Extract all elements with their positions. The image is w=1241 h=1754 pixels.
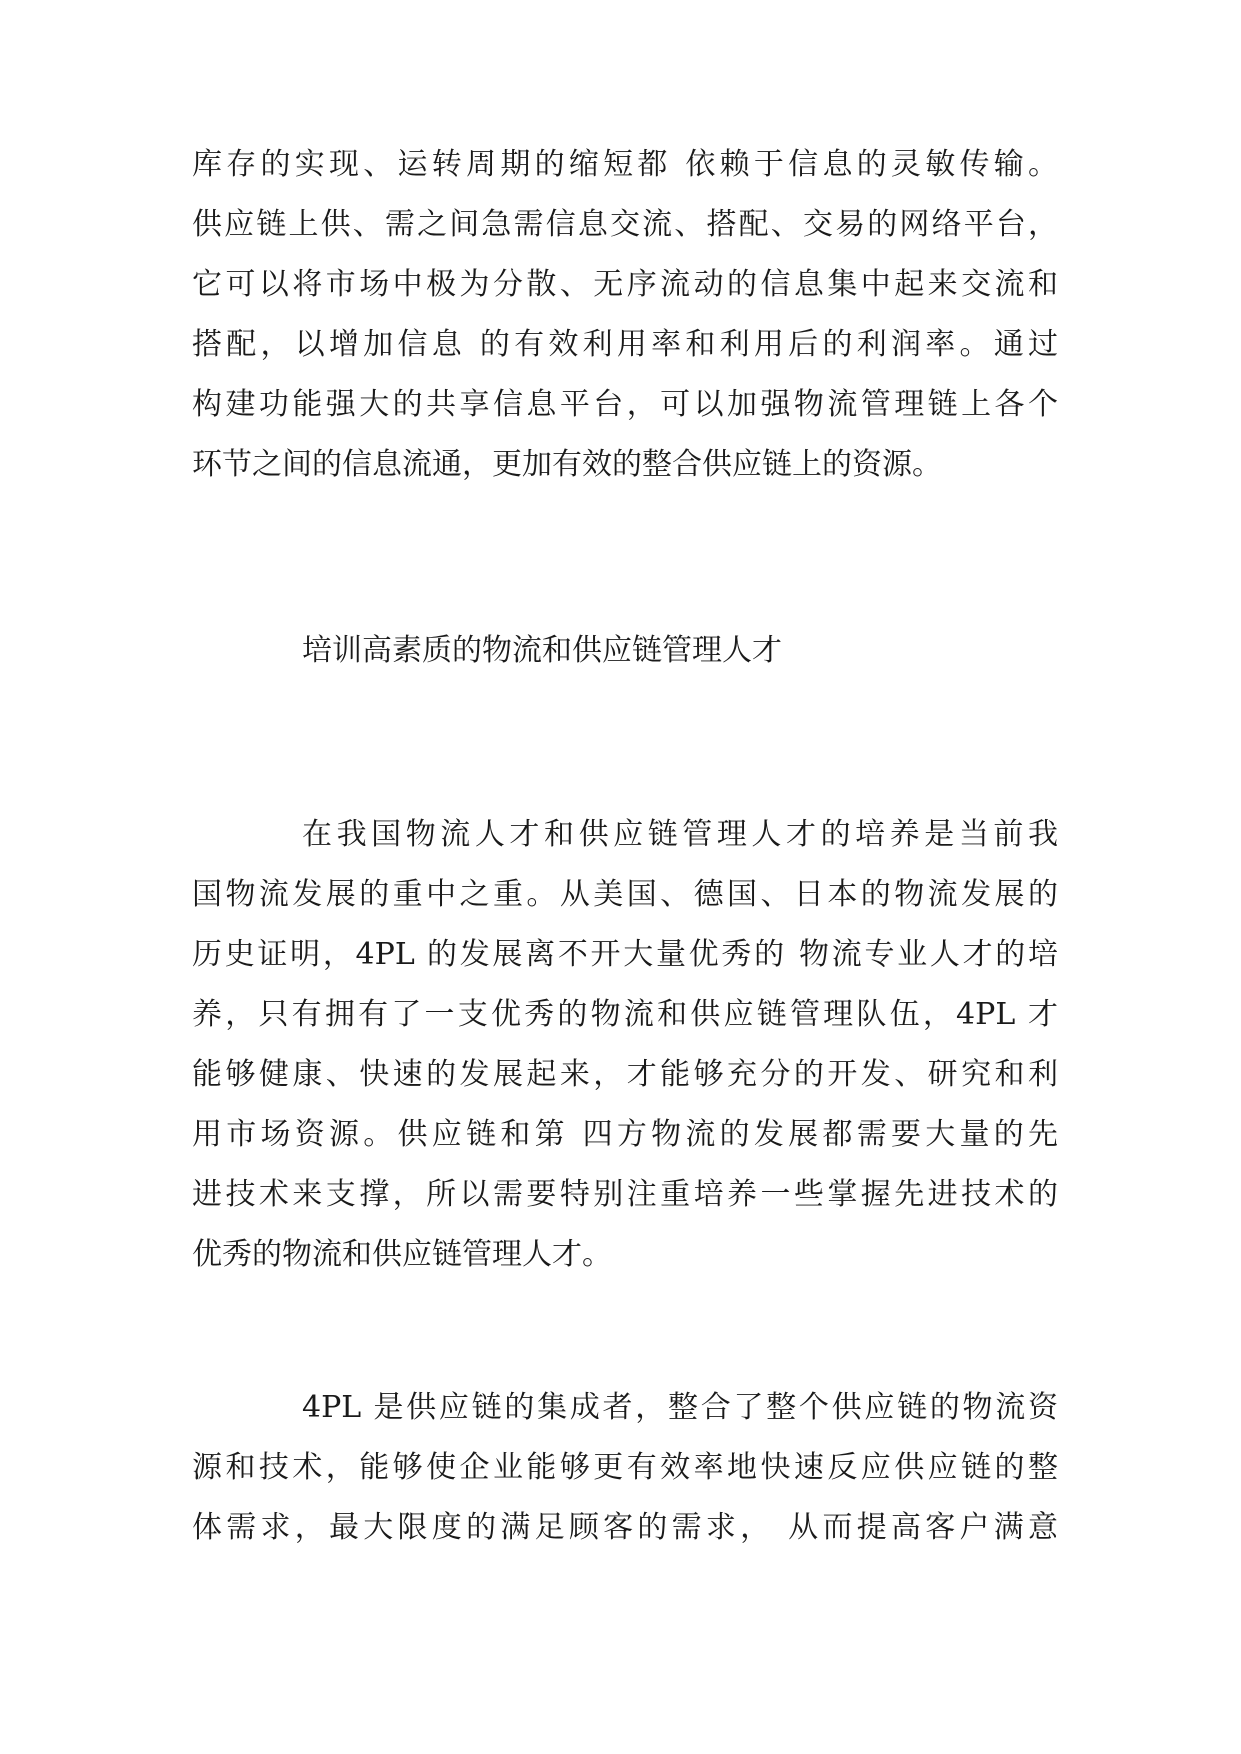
paragraph-line: 在我国物流人才和供应链管理人才的培养是当前我 xyxy=(302,817,1058,852)
paragraph-line: 4PL 是供应链的集成者，整合了整个供应链的物流资 xyxy=(302,1390,1058,1425)
paragraph-information-platform xyxy=(192,135,1058,495)
paragraph-line: 进技术来支撑，所以需要特别注重培养一些掌握先进技术的 xyxy=(192,1177,1058,1212)
paragraph-line: 国物流发展的重中之重。从美国、德国、日本的物流发展的 xyxy=(192,877,1058,912)
paragraph-line: 能够健康、快速的发展起来，才能够充分的开发、研究和利 xyxy=(192,1057,1058,1092)
paragraph-line: 用市场资源。供应链和第 四方物流的发展都需要大量的先 xyxy=(192,1117,1058,1152)
paragraph-line: 优秀的物流和供应链管理人才。 xyxy=(192,1237,612,1272)
paragraph-line: 体需求，最大限度的满足顾客的需求， 从而提高客户满意 xyxy=(192,1510,1058,1545)
paragraph-line: 养，只有拥有了一支优秀的物流和供应链管理队伍，4PL 才 xyxy=(192,997,1058,1032)
paragraph-line: 搭配，以增加信息 的有效利用率和利用后的利润率。通过 xyxy=(192,327,1058,362)
section-heading: 培训高素质的物流和供应链管理人才 xyxy=(302,633,782,668)
paragraph-line: 它可以将市场中极为分散、无序流动的信息集中起来交流和 xyxy=(192,267,1058,302)
paragraph-line: 环节之间的信息流通，更加有效的整合供应链上的资源。 xyxy=(192,447,942,482)
paragraph-line: 供应链上供、需之间急需信息交流、搭配、交易的网络平台， xyxy=(192,207,1058,242)
paragraph-line: 库存的实现、运转周期的缩短都 依赖于信息的灵敏传输。 xyxy=(192,147,1058,182)
paragraph-line: 源和技术，能够使企业能够更有效率地快速反应供应链的整 xyxy=(192,1450,1058,1485)
paragraph-line: 历史证明，4PL 的发展离不开大量优秀的 物流专业人才的培 xyxy=(192,937,1058,972)
paragraph-line: 构建功能强大的共享信息平台，可以加强物流管理链上各个 xyxy=(192,387,1058,422)
paragraph-talent-training xyxy=(192,805,1058,1285)
paragraph-4pl-integrator xyxy=(192,1378,1058,1558)
